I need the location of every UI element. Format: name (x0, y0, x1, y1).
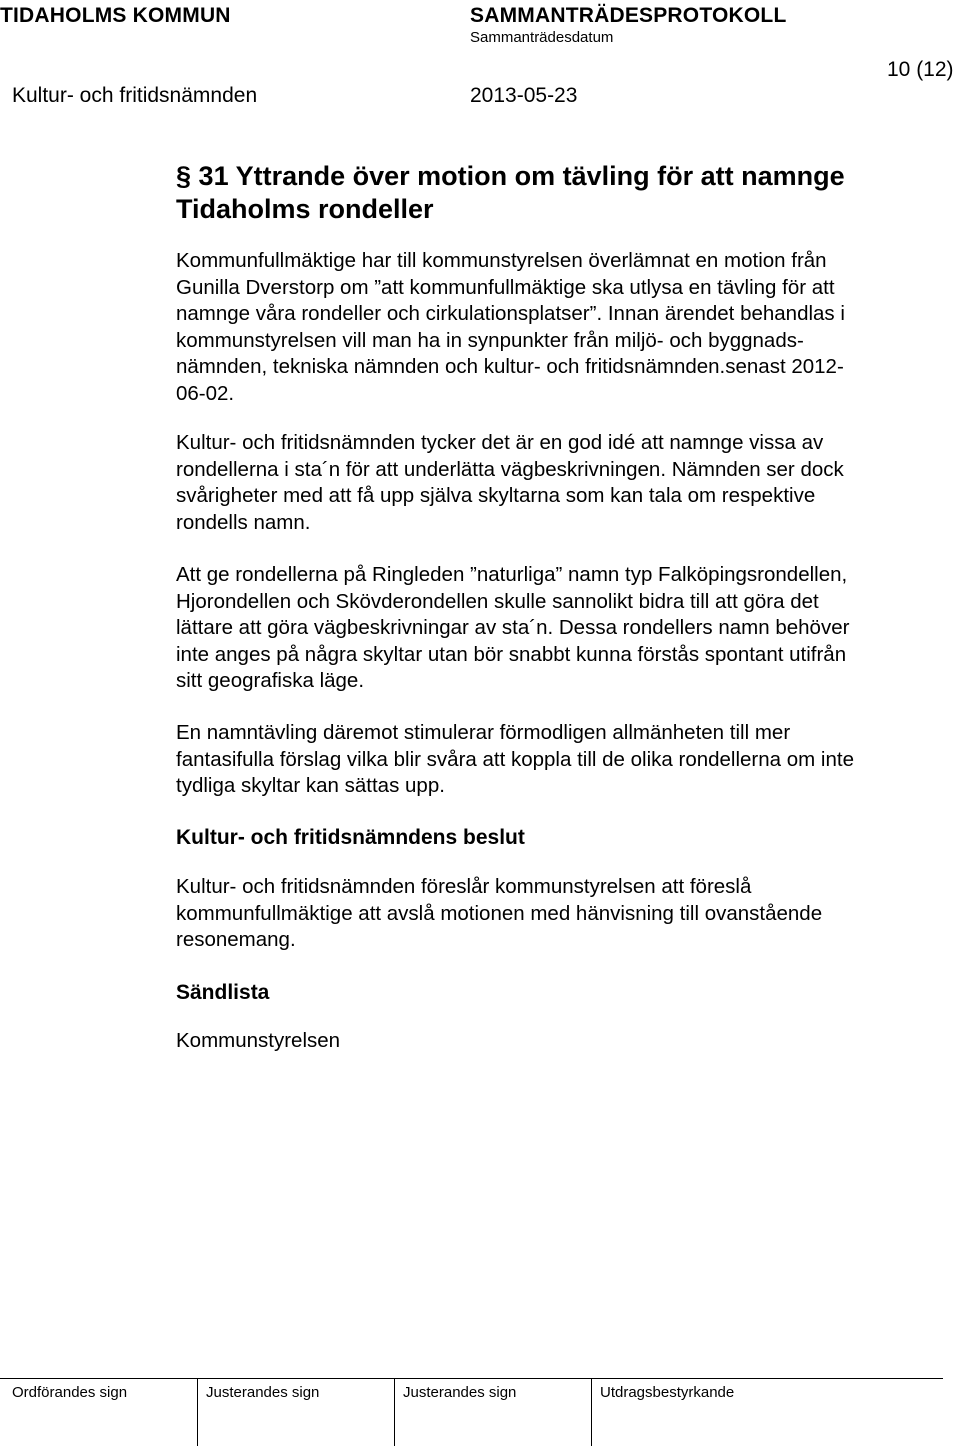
text-line: inte anges på några skyltar utan bör snabbt kunna förstås spontant utifrån (176, 642, 847, 666)
adjuster-signature-label-2: Justerandes sign (403, 1384, 517, 1401)
text-line: sitt geografiska läge. (176, 669, 365, 692)
distribution-heading: Sändlista (176, 981, 270, 1004)
meeting-date: 2013-05-23 (470, 84, 578, 107)
extract-certification-label: Utdragsbestyrkande (600, 1384, 735, 1401)
text-line: Hjorondellen och Skövderondellen skulle sannolikt bidra till att göra det (176, 589, 819, 613)
text-line: rondellerna i sta´n för att underlätta vägbeskrivningen. Nämnden ser dock (176, 457, 844, 481)
text-line: tydliga skyltar kan sättas upp. (176, 774, 445, 797)
section-title-line-2: Tidaholms rondeller (176, 194, 434, 224)
chair-signature-label: Ordförandes sign (12, 1384, 128, 1401)
protocol-title: SAMMANTRÄDESPROTOKOLL (470, 4, 787, 27)
text-line: lättare att göra vägbeskrivningar av sta´n. Dessa rondellers namn behöver (176, 616, 850, 639)
adjuster-signature-box-2 (394, 1378, 591, 1446)
section-title (176, 160, 916, 226)
chair-signature-box (0, 1378, 197, 1446)
page-number: 10 (12) (887, 58, 954, 81)
text-line: Kommunfullmäktige har till kommunstyrelsen överlämnat en motion från (176, 249, 827, 272)
paragraph-name-competition (176, 720, 946, 800)
text-line: namnge våra rondeller och cirkulationsplatser”. Innan ärendet behandlas i (176, 302, 845, 325)
text-line: resonemang. (176, 928, 296, 951)
extract-certification-box (591, 1378, 943, 1446)
text-line: fantasifulla förslag vilka blir svåra att koppla till de olika rondellerna om inte (176, 747, 854, 771)
text-line: rondells namn. (176, 510, 311, 534)
text-line: Kultur- och fritidsnämnden tycker det är en god idé att namnge vissa av (176, 431, 824, 454)
paragraph-committee-opinion (176, 430, 946, 536)
decision-heading: Kultur- och fritidsnämndens beslut (176, 826, 525, 849)
recipient-name: Kommunstyrelsen (176, 1029, 341, 1052)
date-label: Sammanträdesdatum (470, 29, 614, 46)
text-line: kommunfullmäktige att avslå motionen med hänvisning till ovanstående (176, 901, 823, 925)
text-line: Kultur- och fritidsnämnden föreslår kommunstyrelsen att föreslå (176, 875, 752, 898)
paragraph-motion-background (176, 248, 946, 407)
decision-text (176, 874, 946, 954)
committee-name: Kultur- och fritidsnämnden (12, 84, 258, 107)
text-line: kommunstyrelsen vill man ha in synpunkter från miljö- och byggnads- (176, 328, 804, 352)
adjuster-signature-label-1: Justerandes sign (206, 1384, 320, 1401)
paragraph-ringleden-names (176, 562, 946, 695)
text-line: 06-02. (176, 381, 235, 405)
municipality-name: TIDAHOLMS KOMMUN (0, 4, 231, 27)
text-line: En namntävling däremot stimulerar förmodligen allmänheten till mer (176, 721, 791, 744)
text-line: svårigheter med att få upp själva skyltarna som kan tala om respektive (176, 484, 816, 507)
text-line: Gunilla Dverstorp om ”att kommunfullmäktige ska utlysa en tävling för att (176, 275, 835, 299)
adjuster-signature-box-1 (197, 1378, 394, 1446)
text-line: Att ge rondellerna på Ringleden ”naturliga” namn typ Falköpingsrondellen, (176, 563, 848, 586)
section-title-line-1: 31 Yttrande över motion om tävling för att namnge (198, 161, 845, 191)
paragraph-symbol: § (176, 161, 192, 191)
text-line: nämnden, tekniska nämnden och kultur- och fritidsnämnden.senast 2012- (176, 355, 844, 378)
distribution-recipient (176, 1028, 946, 1055)
